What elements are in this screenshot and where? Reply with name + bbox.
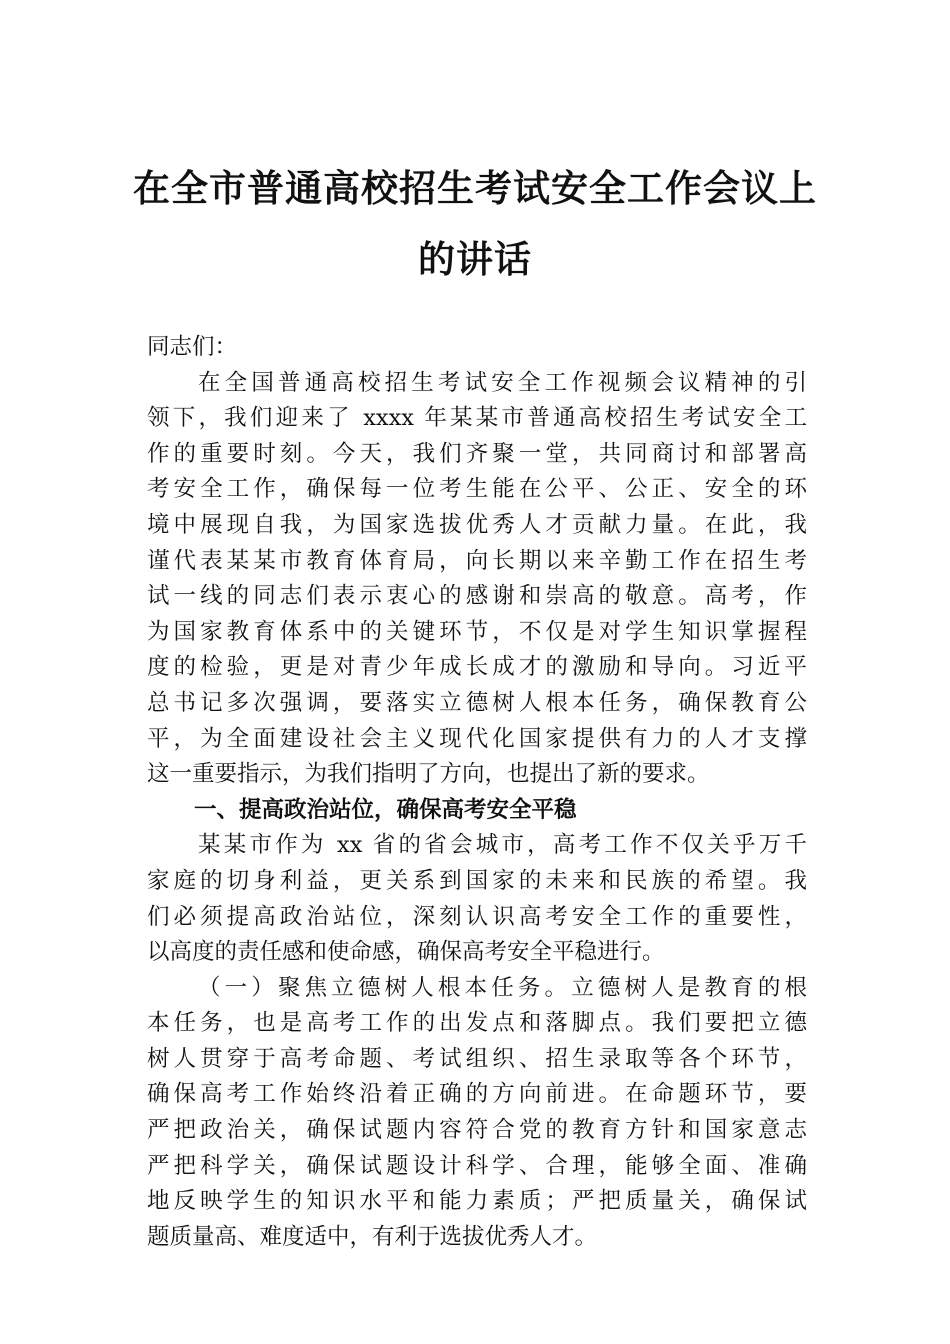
paragraph-line: 地反映学生的知识水平和能力素质；严把质量关，确保试 [147,1188,807,1215]
paragraph-line: 树人贯穿于高考命题、考试组织、招生录取等各个环节， [147,1045,807,1072]
paragraph-line: 严把政治关，确保试题内容符合党的教育方针和国家意志 [147,1117,807,1144]
paragraph-line: 境中展现自我，为国家选拔优秀人才贡献力量。在此，我 [147,511,807,538]
paragraph-line: 某某市作为 xx 省的省会城市，高考工作不仅关乎万千 [198,832,807,859]
paragraph-line: 家庭的切身利益，更关系到国家的未来和民族的希望。我 [147,867,807,894]
paragraph-line: 这一重要指示，为我们指明了方向，也提出了新的要求。 [147,761,710,788]
title-line-1: 在全市普通高校招生考试安全工作会议上 [133,166,817,210]
document-title [120,160,830,287]
salutation [147,330,807,366]
paragraph-line: 考安全工作，确保每一位考生能在公平、公正、安全的环 [147,476,807,503]
paragraph-line: 领下，我们迎来了 xxxx 年某某市普通高校招生考试安全工 [147,405,807,432]
paragraph-line: 们必须提高政治站位，深刻认识高考安全工作的重要性， [147,903,807,930]
paragraph-line: 本任务，也是高考工作的出发点和落脚点。我们要把立德 [147,1010,807,1037]
paragraph-line: （一）聚焦立德树人根本任务。立德树人是教育的根 [198,974,807,1001]
title-line-2: 的讲话 [418,237,532,281]
section-heading-1 [147,793,807,829]
paragraph-line: 以高度的责任感和使命感，确保高考安全平稳进行。 [147,939,665,966]
paragraph-line: 为国家教育体系中的关键环节，不仅是对学生知识掌握程 [147,618,807,645]
paragraph-line: 确保高考工作始终沿着正确的方向前进。在命题环节，要 [147,1081,807,1108]
paragraph-line: 作的重要时刻。今天，我们齐聚一堂，共同商讨和部署高 [147,440,807,467]
paragraph-3 [147,971,807,1256]
paragraph-line: 度的检验，更是对青少年成长成才的激励和导向。习近平 [147,654,807,681]
section-heading-text: 一、提高政治站位，确保高考安全平稳 [194,796,577,823]
paragraph-line: 平，为全面建设社会主义现代化国家提供有力的人才支撑 [147,725,807,752]
document-body [147,330,807,1255]
paragraph-line: 题质量高、难度适中，有利于选拔优秀人才。 [147,1223,598,1250]
paragraph-1 [147,366,807,793]
paragraph-line: 总书记多次强调，要落实立德树人根本任务，确保教育公 [147,689,807,716]
paragraph-line: 在全国普通高校招生考试安全工作视频会议精神的引 [198,369,807,396]
paragraph-line: 严把科学关，确保试题设计科学、合理，能够全面、准确 [147,1152,807,1179]
paragraph-2 [147,828,807,970]
paragraph-line: 试一线的同志们表示衷心的感谢和崇高的敬意。高考，作 [147,583,807,610]
salutation-text: 同志们： [147,334,238,360]
paragraph-line: 谨代表某某市教育体育局，向长期以来辛勤工作在招生考 [147,547,807,574]
